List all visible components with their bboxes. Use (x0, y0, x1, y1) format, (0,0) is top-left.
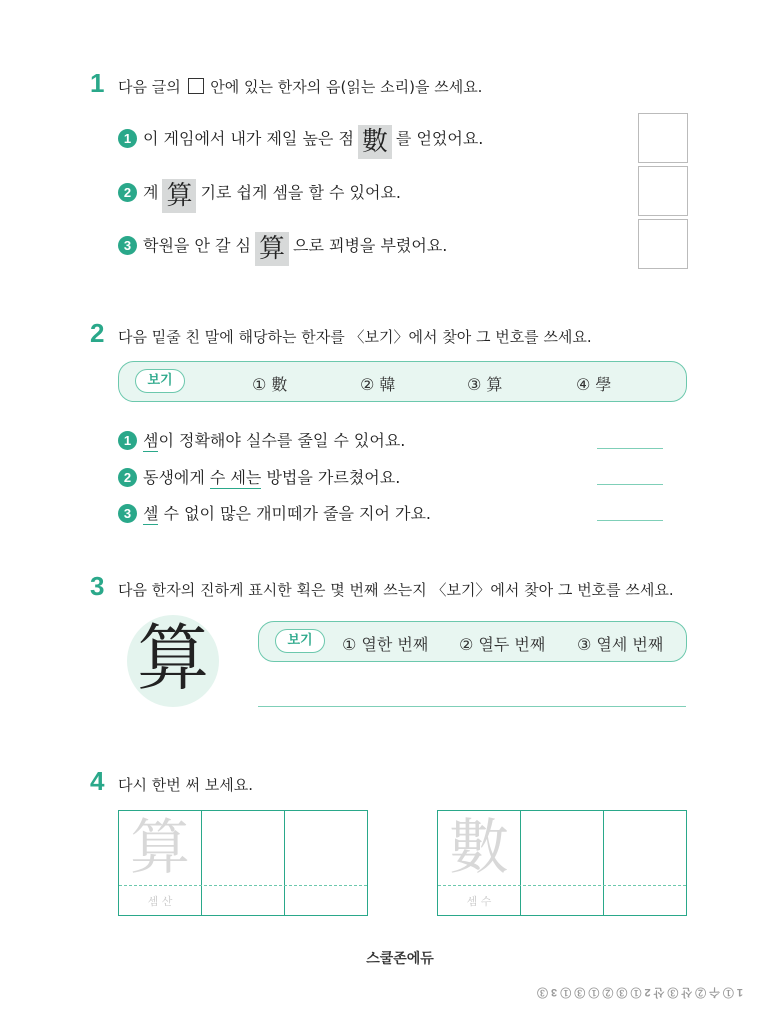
question-3-number: 3 (90, 571, 105, 601)
underlined-word: 셀 (143, 504, 159, 523)
hanja-box: 算 (255, 232, 289, 266)
trace-reading: 셈 수 (466, 895, 492, 908)
answer-box-1[interactable] (638, 113, 688, 163)
item-number-badge: 3 (118, 504, 137, 523)
answer-line-2[interactable] (597, 484, 663, 485)
question-1-number: 1 (90, 68, 105, 98)
answer-line-1[interactable] (597, 448, 663, 449)
question-2-instruction: 다음 밑줄 친 말에 해당하는 한자를 〈보기〉에서 찾아 그 번호를 쓰세요. (118, 328, 592, 346)
upside-down-answer-key: 1 ① 수 ② 산 ③ 산 2 ① ③ ② ① ③ ① 3 ③ (536, 986, 744, 998)
trace-reading: 셈 산 (147, 895, 173, 908)
writing-grid-2[interactable] (437, 810, 687, 916)
q2-item-3: 3 셀 수 없이 많은 개미떼가 줄을 지어 가요. (118, 501, 431, 524)
question-4-instruction: 다시 한번 써 보세요. (118, 776, 253, 794)
option-2: ② 韓 (360, 375, 396, 394)
answer-box-3[interactable] (638, 219, 688, 269)
option-3: ③ 算 (467, 375, 503, 394)
trace-hanja: 數 (449, 813, 509, 883)
question-1-instruction: 다음 글의 안에 있는 한자의 음(읽는 소리)을 쓰세요. (118, 78, 483, 96)
q2-item-2: 2 동생에게 수 세는 방법을 가르쳤어요. (118, 465, 400, 488)
item-number-badge: 1 (118, 129, 137, 148)
underlined-word: 수 세는 (209, 468, 262, 487)
question-3-instruction: 다음 한자의 진하게 표시한 획은 몇 번째 쓰는지 〈보기〉에서 찾아 그 번호를 쓰세요. (118, 581, 674, 599)
answer-line-3[interactable] (597, 520, 663, 521)
bogi-label: 보기 (135, 369, 185, 393)
bogi-box-q2 (118, 361, 687, 402)
blank-box-icon (188, 78, 204, 94)
hanja-box: 算 (162, 179, 196, 213)
publisher-logo: 스쿨존에듀 (366, 950, 434, 966)
answer-line-q3[interactable] (258, 706, 686, 707)
q1-item-2: 2 계 算 기로 쉽게 셈을 할 수 있어요. (118, 179, 401, 213)
item-number-badge: 2 (118, 468, 137, 487)
question-4-number: 4 (90, 766, 105, 796)
item-number-badge: 2 (118, 183, 137, 202)
option-1: ① 數 (252, 375, 288, 394)
trace-hanja: 算 (130, 813, 190, 883)
option-4: ④ 學 (576, 375, 612, 394)
stroke-hanja: 算 (136, 616, 209, 700)
q2-item-1: 1 셈이 정확해야 실수를 줄일 수 있어요. (118, 428, 405, 451)
hanja-box: 數 (358, 125, 392, 159)
answer-box-2[interactable] (638, 166, 688, 216)
option-2: ② 열두 번째 (459, 635, 546, 654)
option-1: ① 열한 번째 (342, 635, 429, 654)
q1-item-3: 3 학원을 안 갈 심 算 으로 꾀병을 부렸어요. (118, 232, 447, 266)
bogi-label: 보기 (275, 629, 325, 653)
bogi-box-q3 (258, 621, 687, 662)
item-number-badge: 1 (118, 431, 137, 450)
q1-item-1: 1 이 게임에서 내가 제일 높은 점 數 를 얻었어요. (118, 125, 483, 159)
option-3: ③ 열세 번째 (577, 635, 664, 654)
underlined-word: 셈 (143, 431, 159, 450)
question-2-number: 2 (90, 318, 105, 348)
writing-grid-1[interactable] (118, 810, 368, 916)
item-number-badge: 3 (118, 236, 137, 255)
